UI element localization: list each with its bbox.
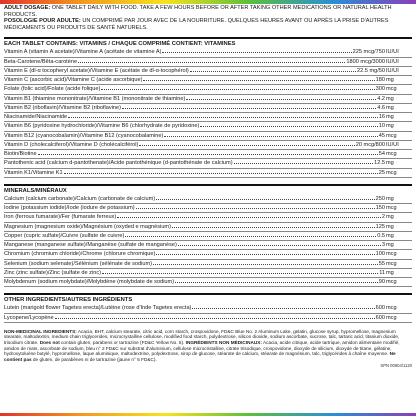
other-rule [4, 293, 412, 295]
leader-dots [139, 145, 354, 146]
inm-label: INGRÉDIENTS NON MÉDICINAUX: [185, 340, 262, 346]
ingredient-amount: 100 [375, 251, 385, 258]
ingredient-amount: 16 [378, 114, 385, 121]
minerals-table [4, 195, 412, 288]
leader-dots [68, 117, 378, 118]
table-row [4, 150, 412, 159]
free-text: contain gluten, parabens or tartrazine (FD&C Yellow No. 5). [61, 340, 185, 346]
leader-dots [162, 52, 351, 53]
ingredient-name: Pantothenic acid (calcium d-pantothenate)/Acide pantothénique (d-pantothénate de calcium) [4, 160, 233, 167]
ingredient-amount: 600 [375, 314, 385, 321]
ingredient-name: Manganese (manganese sulfate)/Manganèse (sulfate de manganèse) [4, 242, 177, 249]
ingredient-unit: mg [386, 160, 394, 167]
ingredient-amount: 180 [375, 77, 385, 84]
ingredient-unit: mcg [386, 86, 397, 93]
ingredient-unit: IU/UI [386, 58, 399, 65]
table-row [4, 132, 412, 141]
table-row [4, 113, 412, 122]
leader-dots [38, 154, 378, 155]
ingredient-unit: mcg [386, 169, 397, 176]
ingredient-name: Vitamin B6 (pyridoxine hydrochloride)/Vitamine B6 (chlorhydrate de pyridoxine) [4, 123, 200, 130]
ingredient-name: Vitamin B1 (thiamine mononitrate)/Vitamine B1 (mononitrate de thiamine) [4, 95, 186, 102]
ingredient-unit: mg [386, 104, 394, 111]
label-panel [4, 5, 412, 368]
ingredient-amount: 250 [375, 195, 385, 202]
leader-dots [190, 71, 356, 72]
ingredient-amount: 150 [375, 205, 385, 212]
other-heading: OTHER INGREDIENTS/AUTRES INGRÉDIENTS [4, 297, 133, 304]
table-row [4, 195, 412, 204]
ingredient-amount: 25 [378, 169, 385, 176]
table-row [4, 204, 412, 213]
leader-dots [164, 136, 377, 137]
vitamins-table [4, 48, 412, 178]
minerals-heading: MINERALS/MINÉRAUX [4, 187, 67, 194]
table-row [4, 104, 412, 113]
ingredient-unit: mcg [386, 205, 397, 212]
ingredient-amount: 125 [375, 223, 385, 230]
ingredient-name: Calcium (calcium carbonate)/Calcium (carbonate de calcium) [4, 195, 156, 202]
ingredient-amount: 20 mcg/800 [355, 141, 385, 148]
adult-dosage-text: ONE TABLET DAILY WITH FOOD. TAKE A FEW HOURS BEFORE OR AFTER TAKING OTHER MEDICATIONS OR NATURAL HEALTH PRODUCTS. [4, 5, 392, 18]
non-medicinal-notes [4, 329, 412, 363]
sku-code: SPN 00604/1120 [380, 363, 412, 369]
table-row [4, 159, 412, 168]
leader-dots [172, 227, 375, 228]
free-label: Does not [39, 340, 60, 346]
leader-dots [200, 126, 377, 127]
leader-dots [64, 173, 378, 174]
ingredient-unit: mg [386, 77, 394, 84]
ingredient-unit: mg [386, 195, 394, 202]
ingredient-name: Molybdenum (sodium molybdate)/Molybdène (molybdate de sodium) [4, 279, 175, 286]
leader-dots [192, 308, 374, 309]
ingredient-unit: mg [386, 269, 394, 276]
leader-dots [78, 62, 345, 63]
ingredient-name: Copper (cupric sulfate)/Cuivre (sulfate de cuivre) [4, 232, 125, 239]
ingredient-unit: mg [386, 95, 394, 102]
table-row [4, 76, 412, 85]
ingredient-unit: IU/UI [386, 67, 399, 74]
ingredient-unit: mcg [386, 279, 397, 286]
table-row [4, 278, 412, 287]
rainbow-top-band [0, 0, 416, 4]
leader-dots [234, 163, 374, 164]
posologie [4, 18, 412, 31]
ingredient-amount: 22.5 mg/50 [357, 67, 385, 74]
adult-dosage [4, 5, 412, 18]
ingredient-name: Lutein (marigold flower Tagetes erecta)/Lutéine (rose d'Inde Tagetes erecta) [4, 305, 192, 312]
ingredient-unit: IU/UI [386, 141, 399, 148]
ingredient-unit: mg [386, 232, 394, 239]
leader-dots [153, 264, 378, 265]
ingredient-name: Niacinamide/Niacinamide [4, 114, 68, 121]
ingredient-name: Lycopene/Lycopène [4, 314, 54, 321]
ingredient-amount: 4.2 [377, 95, 385, 102]
ingredient-unit: mcg [386, 305, 397, 312]
ingredient-name: Biotin/Biotine [4, 151, 37, 158]
table-row [4, 232, 412, 241]
leader-dots [55, 318, 375, 319]
ingredient-name: Magnesium (magnesium oxide)/Magnésium (oxyded e magnésium) [4, 223, 171, 230]
ingredient-amount: 10 [378, 123, 385, 130]
ingredient-amount: 600 [375, 305, 385, 312]
ingredient-amount: 55 [378, 260, 385, 267]
ingredient-name: Iron (ferrous fumarate)/Fer (fumarate ferreux) [4, 214, 117, 221]
ingredient-unit: mg [386, 242, 394, 249]
ingredient-name: Vitamin B2 (riboflavin)/Vitamine B2 (riboflavine) [4, 104, 122, 111]
posologie-text: UN COMPRIMÉ PAR JOUR AVEC DE LA NOURRITURE. QUELQUES HEURES AVANT OU APRÈS LA PRISE D'AUTRES MÉDICAMENTS OU PRODUITS DE SANTÉ NATURELS. [4, 18, 389, 31]
ingredient-name: Chromium (chromium chloride)/Chrome (chlorure chromique) [4, 251, 156, 258]
vitamins-heading: EACH TABLET CONTAINS: VITAMINS / CHAQUE COMPRIMÉ CONTIENT: VITAMINES [4, 41, 236, 48]
ingredient-unit: mg [386, 123, 394, 130]
table-row [4, 269, 412, 278]
minerals-rule [4, 184, 412, 186]
ingredient-amount: 54 [378, 151, 385, 158]
ingredient-unit: mg [386, 114, 394, 121]
ingredient-unit: mcg [386, 251, 397, 258]
table-row [4, 223, 412, 232]
ingredient-name: Vitamin A (vitamin A acetate)/Vitamine A (acétate de vitamine A) [4, 49, 162, 56]
table-row [4, 85, 412, 94]
ingredient-amount: 300 [375, 86, 385, 93]
table-row [4, 314, 412, 323]
nc-label: Ne contient pas [4, 351, 396, 362]
ingredient-name: Vitamin E (dl-α tocopheryl acetate)/Vitamine E (acétate de dl-α-tocophérol) [4, 67, 189, 74]
ingredient-name: Folate (folic acid)/Folate (acide folique) [4, 86, 101, 93]
ingredient-amount: 90 [378, 279, 385, 286]
nc-text: de gluten, de parabènes ni de tartrazine (jaune n° 5 FD&C). [32, 356, 157, 362]
nmi-text: Acacia, BHT, calcium stearate, citric acid, corn starch, crospovidone, FD&C Blue No. 2 Aluminum Lake, gelatin, glucose syrup, hypromellose, magnesium stearate, maltodextrin, medium chain triglycerides, microcrystalline cellulose, modified food starch, polydextrose, silicon dioxide, sodium ascorbate, sucrose, talc, tartaric acid, titanium dioxide, trisodium citrate. [4, 328, 400, 346]
ingredient-amount: 225 mcg/750 [352, 49, 385, 56]
table-row [4, 95, 412, 104]
posologie-label: POSOLOGIE POUR ADULTE: [4, 18, 81, 25]
ingredient-amount: 3 [381, 242, 385, 249]
adult-dosage-label: ADULT DOSAGE: [4, 5, 51, 11]
ingredient-amount: 45 [378, 132, 385, 139]
ingredient-unit: mg [386, 214, 394, 221]
leader-dots [156, 199, 375, 200]
ingredient-name: Zinc (zinc sulfate)/Zinc (sulfate de zinc) [4, 269, 101, 276]
ingredient-amount: 11 [379, 269, 385, 276]
leader-dots [122, 108, 376, 109]
table-row [4, 122, 412, 131]
ingredient-name: Beta-Carotene/Bêta-carotène [4, 58, 78, 65]
leader-dots [186, 99, 376, 100]
inm-text: Acacia, acide citrique, acide tartrique, amidon alimentaire modifié, amidon de maïs, ascorbate de sodium, bleu n° 2 FD&C sur substrat d'aluminium, cellulose microcristalline, citrate trisodique, crospovidone, dioxyde de silicium, dioxyde de titane, gélatine, hydroxytoluène butylé, hypromellose, laque aluminique, maltodextrine, polydextrose, sirop de glucose, stéarate de calcium, stéarate de magnésium, talc, triglycérides à chaîne moyenne. [4, 340, 400, 357]
ingredient-name: Vitamin B12 (cyanocobalamin)/Vitamine B12 (cyanocobalamine) [4, 132, 164, 139]
table-row [4, 304, 412, 313]
leader-dots [117, 217, 381, 218]
nmi-label: NON-MEDICINAL INGREDIENTS: [4, 328, 77, 334]
leader-dots [125, 236, 376, 237]
table-row [4, 48, 412, 57]
table-row [4, 250, 412, 259]
ingredient-name: Iodine (potassium iodide)/Iode (iodure de potassium) [4, 205, 135, 212]
leader-dots [156, 254, 374, 255]
ingredient-amount: 2 [381, 214, 385, 221]
ingredient-name: Selenium (sodium selenate)/Sélénium (sélénate de sodium) [4, 260, 152, 267]
ingredient-amount: 12.5 [374, 160, 385, 167]
table-row [4, 67, 412, 76]
ingredient-unit: mcg [386, 314, 397, 321]
leader-dots [102, 273, 378, 274]
other-table [4, 304, 412, 323]
table-row [4, 169, 412, 178]
ingredient-unit: IU/UI [386, 49, 399, 56]
ingredient-name: Vitamin K1/Vitamine K1 [4, 169, 63, 176]
leader-dots [143, 80, 374, 81]
table-row [4, 213, 412, 222]
ingredient-unit: mcg [386, 132, 397, 139]
ingredient-amount: 0.5 [377, 232, 385, 239]
leader-dots [178, 245, 381, 246]
ingredient-name: Vitamin C (ascorbic acid)/Vitamine C (acide ascorbique) [4, 77, 143, 84]
vitamins-rule [4, 37, 412, 39]
ingredient-name: Vitamin D (cholecalciferol)/Vitamine D (cholécalciférol) [4, 141, 139, 148]
ingredient-unit: mcg [386, 260, 397, 267]
leader-dots [175, 282, 378, 283]
ingredient-unit: mcg [386, 151, 397, 158]
ingredient-amount: 1800 mcg/3000 [346, 58, 385, 65]
table-row [4, 58, 412, 67]
table-row [4, 260, 412, 269]
ingredient-amount: 4.6 [377, 104, 385, 111]
table-row [4, 241, 412, 250]
table-row [4, 141, 412, 150]
leader-dots [101, 89, 374, 90]
ingredient-unit: mg [386, 223, 394, 230]
leader-dots [136, 208, 375, 209]
